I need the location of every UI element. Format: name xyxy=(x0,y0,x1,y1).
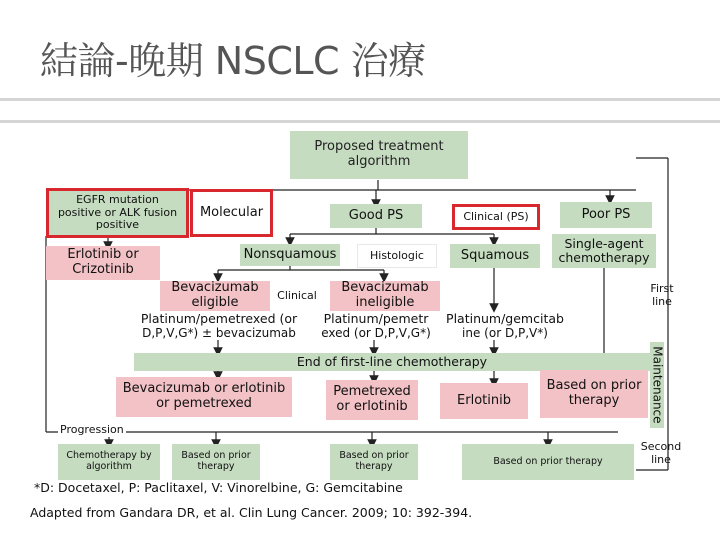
bev-erl-pem-box: Bevacizumab or erlotinib or pemetrexed xyxy=(116,377,292,417)
clinical-ps-box: Clinical (PS) xyxy=(452,204,540,230)
erlotinib-crizotinib-box: Erlotinib or Crizotinib xyxy=(46,246,160,280)
poor-ps-box: Poor PS xyxy=(560,202,652,228)
prior-therapy-box: Based on prior therapy xyxy=(540,370,648,418)
pemetrexed-alt-line2: exed (or D,P,V,G*) xyxy=(321,326,431,340)
good-ps-box: Good PS xyxy=(330,204,422,228)
egfr-alk-box: EGFR mutation positive or ALK fusion positive xyxy=(46,188,189,238)
second-line-label: Second line xyxy=(640,440,682,466)
pemetrexed-regimen-line2: D,P,V,G*) ± bevacizumab xyxy=(142,326,296,340)
maintenance-bar xyxy=(650,342,664,428)
erlotinib-box: Erlotinib xyxy=(440,383,528,419)
chemo-by-algorithm-box: Chemotherapy by algorithm xyxy=(58,444,160,480)
footnote-abbreviations: *D: Docetaxel, P: Paclitaxel, V: Vinorelbine, G: Gemcitabine xyxy=(34,480,403,495)
squamous-box: Squamous xyxy=(450,244,540,268)
bev-ineligible-box: Bevacizumab ineligible xyxy=(330,281,440,311)
pemetrexed-alt-line1: Platinum/pemetr xyxy=(323,311,429,326)
nonsquamous-box: Nonsquamous xyxy=(240,244,340,266)
gemcitabine-line1: Platinum/gemcitab xyxy=(446,311,564,326)
molecular-box: Molecular xyxy=(190,189,273,237)
maintenance-label: Maintenance xyxy=(650,346,665,424)
slide-title: 結論-晚期 NSCLC 治療 xyxy=(40,39,426,83)
end-first-line-bar: End of first-line chemotherapy xyxy=(134,353,650,371)
gemcitabine-line2: ine (or D,P,V*) xyxy=(462,326,548,340)
bev-eligible-box: Bevacizumab eligible xyxy=(160,281,270,311)
clinical-box: Clinical xyxy=(270,287,324,305)
prior-therapy-small-1: Based on prior therapy xyxy=(172,444,260,480)
proposed-algorithm-header: Proposed treatment algorithm xyxy=(290,131,468,179)
first-line-label: First line xyxy=(650,282,674,308)
prior-therapy-small-2: Based on prior therapy xyxy=(330,444,418,480)
progression-label: Progression xyxy=(60,423,124,436)
citation: Adapted from Gandara DR, et al. Clin Lung Cancer. 2009; 10: 392-394. xyxy=(30,505,473,520)
histologic-box: Histologic xyxy=(357,244,437,268)
pem-erl-box: Pemetrexed or erlotinib xyxy=(326,380,418,420)
pemetrexed-regimen-line1: Platinum/pemetrexed (or xyxy=(140,311,298,326)
single-agent-box: Single-agent chemotherapy xyxy=(552,234,656,268)
prior-therapy-small-3: Based on prior therapy xyxy=(462,444,634,480)
